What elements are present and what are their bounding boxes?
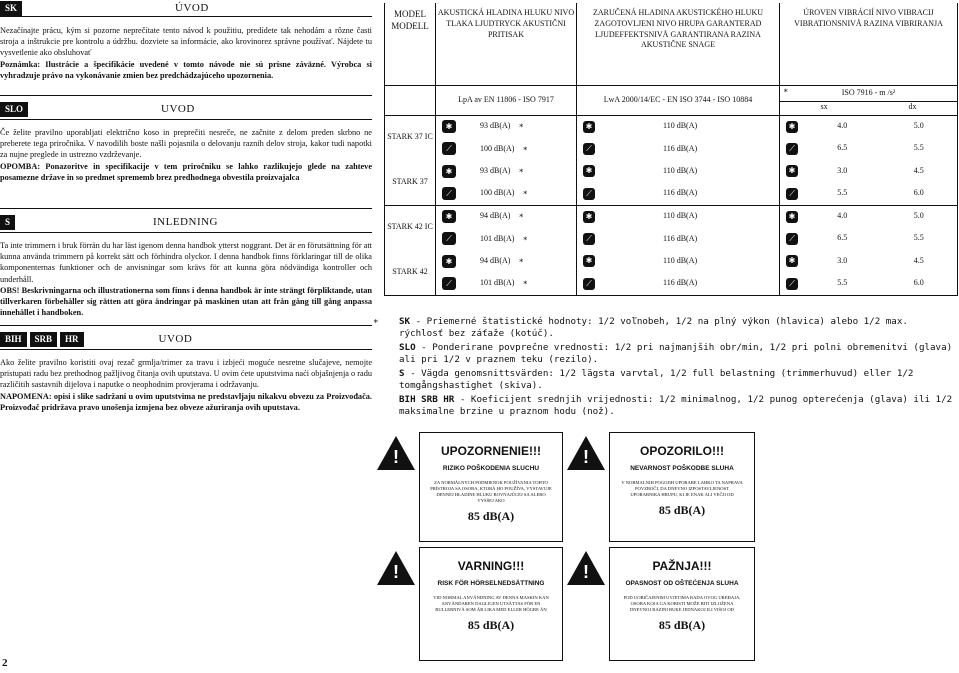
head-icon: ✱ [583,255,595,267]
note-text-sk: Poznámka: Ilustrácie a špecifikácie uvedené v tomto návode nie sú prísne záväzné. Výrobca si vyhradzuje právo na vykonávanie zmien bez predchádzajúceho upozornenia. [0,59,372,80]
page-number: 2 [2,657,8,669]
vibration-sx: 5.5 [837,188,848,198]
blade-icon: ⟋ [442,277,456,290]
lpa-cell [436,250,577,273]
vibration-cell [780,160,958,183]
vibration-dx: 6.0 [913,278,924,288]
header-lwa: ZARUČENÁ HLADINA AKUSTICKÉHO HLUKU ZAGOTOVLJENI NIVO HRUPA GARANTERAD LJUDEFFEKTSNIVÅ GARANTIRANA RAZINA AKUSTIČNE SNAGE [577,3,780,85]
asterisk: ∗ [518,256,524,266]
lwa-cell [577,183,780,206]
asterisk: ∗ [522,233,528,243]
lpa-cell [436,138,577,161]
warning-value: 85 dB(A) [658,502,706,517]
footnote-text: - Koeficijent srednjih vrijednosti: 1/2 minimalnog, 1/2 punog opterećenja (glava) ili 1/2 maksimalne brzine u praznom hodu (nož). [399,393,953,417]
blade-icon: ⟋ [442,232,456,245]
vibration-dx: 5.0 [913,211,924,221]
model-cell: STARK 42 IC [385,205,436,250]
language-tag-sk: SK [0,1,22,16]
spec-row [385,138,958,161]
warning-box [419,432,563,542]
head-icon: ✱ [442,210,456,223]
model-cell: STARK 42 [385,250,436,295]
vibration-dx: 5.5 [913,233,924,243]
warning-triangle-icon: ! [377,436,415,470]
vibration-cell [780,205,958,228]
section-header-bih [0,331,372,347]
model-cell: STARK 37 [385,160,436,205]
language-tag-bih: BIH [0,332,27,347]
note-text-slo: OPOMBA: Ponazoritve in specifikacije v tem priročniku se lahko razlikujejo glede na zahteve posamezne države in so predmet sprememb brez predhodnega obvestila proizvajalca [0,161,372,182]
vibration-cell [780,183,958,206]
warning-box [609,432,755,542]
lwa-cell [577,205,780,228]
spec-row [385,115,958,138]
section-header-s [0,214,372,230]
head-icon: ✱ [442,255,456,268]
warning-description: VID NORMAL ANVÄNDNING AV DENNA MASKIN KAN ANVÄNDAREN DAGLIGEN UTSÄTTAS FÖR EN BULLERNIVÅ SOM ÄR LIKA MED ELLER HÖGRE ÄN [433,594,549,612]
divider [0,325,372,326]
lwa-cell [577,250,780,273]
language-tag-slo: SLO [0,102,28,117]
asterisk [373,394,387,419]
spec-row [385,273,958,296]
vibration-sx: 6.5 [837,233,848,243]
head-icon: ✱ [786,211,798,223]
blade-icon: ⟋ [583,233,595,245]
footnote-tag: BIH SRB HR [399,393,455,405]
lpa-cell [436,205,577,228]
blade-icon: ⟋ [583,278,595,290]
warning-title: PAŽNJA!!! [652,559,712,573]
warning-triangle-icon: ! [567,551,605,585]
asterisk [373,368,387,393]
lpa-cell [436,228,577,251]
section-body-sk [0,17,372,81]
vibration-sx: 5.5 [837,278,848,288]
lpa-cell [436,183,577,206]
warning-title: UPOZORNENIE!!! [441,444,541,458]
warning-subtitle: RIZIKO POŠKODENIA SLUCHU [442,465,540,473]
head-icon: ✱ [786,165,798,177]
lpa-cell [436,273,577,296]
footnote-tag: SLO [399,341,416,353]
note-text-bih: NAPOMENA: opisi i slike sadržani u ovim uputstvima ne predstavljaju nikakvu obvezu za Proizvođača. Proizvođač pridržava pravo unošenja izmjena bez obveze ažuriranja ovih uputstava. [0,391,372,412]
lwa-value: 116 dB(A) [663,233,698,243]
warning-value: 85 dB(A) [467,617,515,632]
asterisk: ∗ [518,166,524,176]
lpa-value: 101 dB(A) [480,233,515,243]
footnote-tag: SK [399,316,411,327]
vibration-cell [780,138,958,161]
warning-subtitle: NEVARNOST POŠKODBE SLUHA [630,465,734,473]
language-tag-s: S [0,215,15,230]
vibration-sx: 6.5 [837,143,848,153]
subheader-vibration [780,85,958,115]
lwa-cell [577,273,780,296]
section-title-slo: UVOD [161,102,195,115]
intro-text-slo: Če želite pravilno uporabljati električno koso in preprečiti nesreče, ne začnite z delom preden skrbno ne preberete tega priročnika. V navodilih boste našli pojasnila o delovanju raznih delov stroja, kakor tudi napotki za nujne preglede in ustrezno vzdrževanje. [0,128,372,160]
header-model: MODEL MODELL [385,3,436,85]
spec-row [385,228,958,251]
blade-icon: ⟋ [786,278,798,290]
warning-box [419,547,563,661]
section-body-slo [0,120,372,183]
col-sx: sx [820,101,828,111]
lwa-cell [577,228,780,251]
vibration-dx: 5.5 [913,143,924,153]
lwa-value: 116 dB(A) [663,188,698,198]
lwa-value: 110 dB(A) [663,121,698,131]
lpa-cell [436,160,577,183]
lpa-cell [436,115,577,138]
vibration-dx: 4.5 [913,255,924,265]
blade-icon: ⟋ [786,233,798,245]
intro-text-bih: Ako želite pravilno koristiti ovaj rezač grmlja/trimer za travu i izbjeći moguće nesretne slučajeve, nemojte pristupati radu bez prethodnog pažljivog čitanja ovih uputstava. U ovim ćete uputstvima naći objašnjenja o radu različitih sastavnih dijelova i naputke o neophodnim provjerama i održavanju. [0,358,372,390]
blade-icon: ⟋ [583,143,595,155]
asterisk: ∗ [783,85,789,95]
section-title-bih: UVOD [158,332,193,345]
spec-row [385,250,958,273]
lwa-cell [577,138,780,161]
subheader-lwa: LwA 2000/14/EC - EN ISO 3744 - ISO 10884 [577,85,780,115]
footnote-item [373,368,957,393]
asterisk: ∗ [522,278,528,288]
lwa-value: 110 dB(A) [663,211,698,221]
warning-box [609,547,755,661]
asterisk [373,342,387,367]
footnote-text: - Vägda genomsnittsvärden: 1/2 lägsta varvtal, 1/2 full belastning (trimmerhuvud) eller 1/2 tomgångshastighet (skiva). [399,367,914,392]
warning-value: 85 dB(A) [658,617,706,632]
vibration-sx: 3.0 [837,255,848,265]
note-text-s: OBS! Beskrivningarna och illustrationerna som finns i denna handbok är inte strängt förpliktande, utan tillverkaren förbehåller sig rätten att göra ändringar på maskinen utan att från gång till gång anpassa innehållet i handboken. [0,285,372,318]
footnote-item [373,394,957,419]
section-header-sk [0,0,372,16]
head-icon: ✱ [442,120,456,133]
section-title-sk: ÚVOD [175,1,209,14]
lwa-cell [577,115,780,138]
lwa-value: 116 dB(A) [663,278,698,288]
vibration-sx: 4.0 [837,211,848,221]
spec-row [385,160,958,183]
warning-triangle-icon: ! [377,551,415,585]
section-body-bih [0,350,372,413]
vibration-sx: 4.0 [837,121,848,131]
lpa-value: 94 dB(A) [480,211,511,221]
warning-title: OPOZORILO!!! [640,444,724,458]
lpa-value: 101 dB(A) [480,278,515,288]
head-icon: ✱ [786,121,798,133]
footnote-item [373,342,957,367]
blade-icon: ⟋ [442,187,456,200]
head-icon: ✱ [583,121,595,133]
head-icon: ✱ [442,165,456,178]
header-lpa: AKUSTICKÁ HLADINA HLUKU NIVO TLAKA LJUDTRYCK AKUSTIČNI PRITISAK [436,3,577,85]
vibration-dx: 4.5 [913,165,924,175]
divider [0,95,372,96]
warning-description: POD UOBIČAJENIM UVJETIMA RADA OVOG UREĐAJA, OSOBA KOJA GA KORISTI MOŽE BITI IZLOŽENA DNEVNOJ RAZINI BUKE JEDNAKOJ ILI VIŠOJ OD [623,594,741,612]
head-icon: ✱ [583,165,595,177]
divider [0,208,372,209]
language-tag-hr: HR [60,332,84,347]
model-cell: STARK 37 IC [385,115,436,160]
vibration-cell [780,273,958,296]
blade-icon: ⟋ [583,188,595,200]
blade-icon: ⟋ [442,142,456,155]
language-tag-srb: SRB [30,332,58,347]
vibration-cell [780,115,958,138]
vibration-dx: 5.0 [913,121,924,131]
section-title-s: INLEDNING [153,215,218,228]
footnote-text: - Ponderirane povprečne vrednosti: 1/2 pri najmanjših obr/min, 1/2 pri polni obremenitvi (glava) ali pri 1/2 v praznem teku (rezilo). [399,341,953,366]
lwa-cell [577,160,780,183]
warning-subtitle: OPASNOST OD OŠTEĆENJA SLUHA [625,580,739,588]
lpa-value: 94 dB(A) [480,256,511,266]
lpa-value: 100 dB(A) [480,143,515,153]
intro-text-s: Ta inte trimmern i bruk förrän du har läst igenom denna handbok ytterst noggrant. Det är en förutsättning för att kunna använda trimmern på korrekt sätt och förhindra olyckor. I denna handbok finns förklaringar till de olika komponenternas funktioner och de anvisningar som krävs för att kunna göra nödvändiga kontroller och underhåll. [0,241,372,284]
section-header-slo [0,101,372,117]
spec-row [385,183,958,206]
vibration-standard: ISO 7916 - m /s² [841,87,896,97]
warning-subtitle: RISK FÖR HÖRSELNEDSÄTTNING [437,580,545,588]
lwa-value: 116 dB(A) [663,143,698,153]
footnote-tag: S [399,367,405,379]
lpa-value: 100 dB(A) [480,188,515,198]
blade-icon: ⟋ [786,143,798,155]
spec-table [384,3,958,296]
head-icon: ✱ [583,211,595,223]
warning-value: 85 dB(A) [467,508,515,523]
vibration-dx: 6.0 [913,188,924,198]
asterisk: ∗ [373,316,379,327]
warning-description: ZA NORMÁLNYCH PODMIENOK POUŽÍVANIA TOHTO PRÍSTROJA SA OSOBA, KTORÁ HO POUŽÍVA, VYSTAVUJE DENNEJ HLADINE HLUKU ROVNAJÚCEJ SA ALEBO VYŠŠEJ AKO [430,479,552,503]
spec-row [385,205,958,228]
warning-title: VARNING!!! [457,559,525,573]
blade-icon: ⟋ [786,188,798,200]
intro-text-sk: Nezačínajte prácu, kým si pozorne neprečítate tento návod k použitiu, predídete tak nehodám a rôzne časti stroja a inštrukcie pre kontrolu a údržbu. dozviete sa informácie, ako krovinorez správne používať. Nájdete tu vysvetlenie ako obsluhovať [0,26,372,58]
col-dx: dx [908,101,917,111]
warning-triangle-icon: ! [567,436,605,470]
subheader-empty [385,85,436,115]
head-icon: ✱ [786,255,798,267]
section-body-s [0,233,372,318]
footnotes [373,316,957,419]
header-vibration: ÚROVEN VIBRÁCIÍ NIVO VIBRACIJ VIBRATIONSNIVÅ RAZINA VIBRIRANJA [780,3,958,85]
asterisk: ∗ [522,188,528,198]
asterisk: ∗ [518,211,524,221]
asterisk: ∗ [522,143,528,153]
vibration-cell [780,228,958,251]
lwa-value: 110 dB(A) [663,256,698,266]
subheader-lpa: LpA av EN 11806 - ISO 7917 [436,85,577,115]
warning-description: V NORMALNIH POGOJIH UPORABE LAHKO TA NAPRAVA POVZROČI, DA DNEVNO IZPOSTAVLJENOST UPORABNIKA HRUPU, KI JE ENAK ALI VEČJI OD [621,479,743,497]
lpa-value: 93 dB(A) [480,121,511,131]
vibration-cell [780,250,958,273]
vibration-sx: 3.0 [837,165,848,175]
footnote-item [373,316,957,341]
footnote-text: - Priemerné štatistické hodnoty: 1/2 voľnobeh, 1/2 na plný výkon (hlavica) alebo 1/2 max. rýchlosť bez záťaže (kotúč). [399,316,908,340]
asterisk: ∗ [518,121,524,131]
lwa-value: 110 dB(A) [663,166,698,176]
lpa-value: 93 dB(A) [480,166,511,176]
